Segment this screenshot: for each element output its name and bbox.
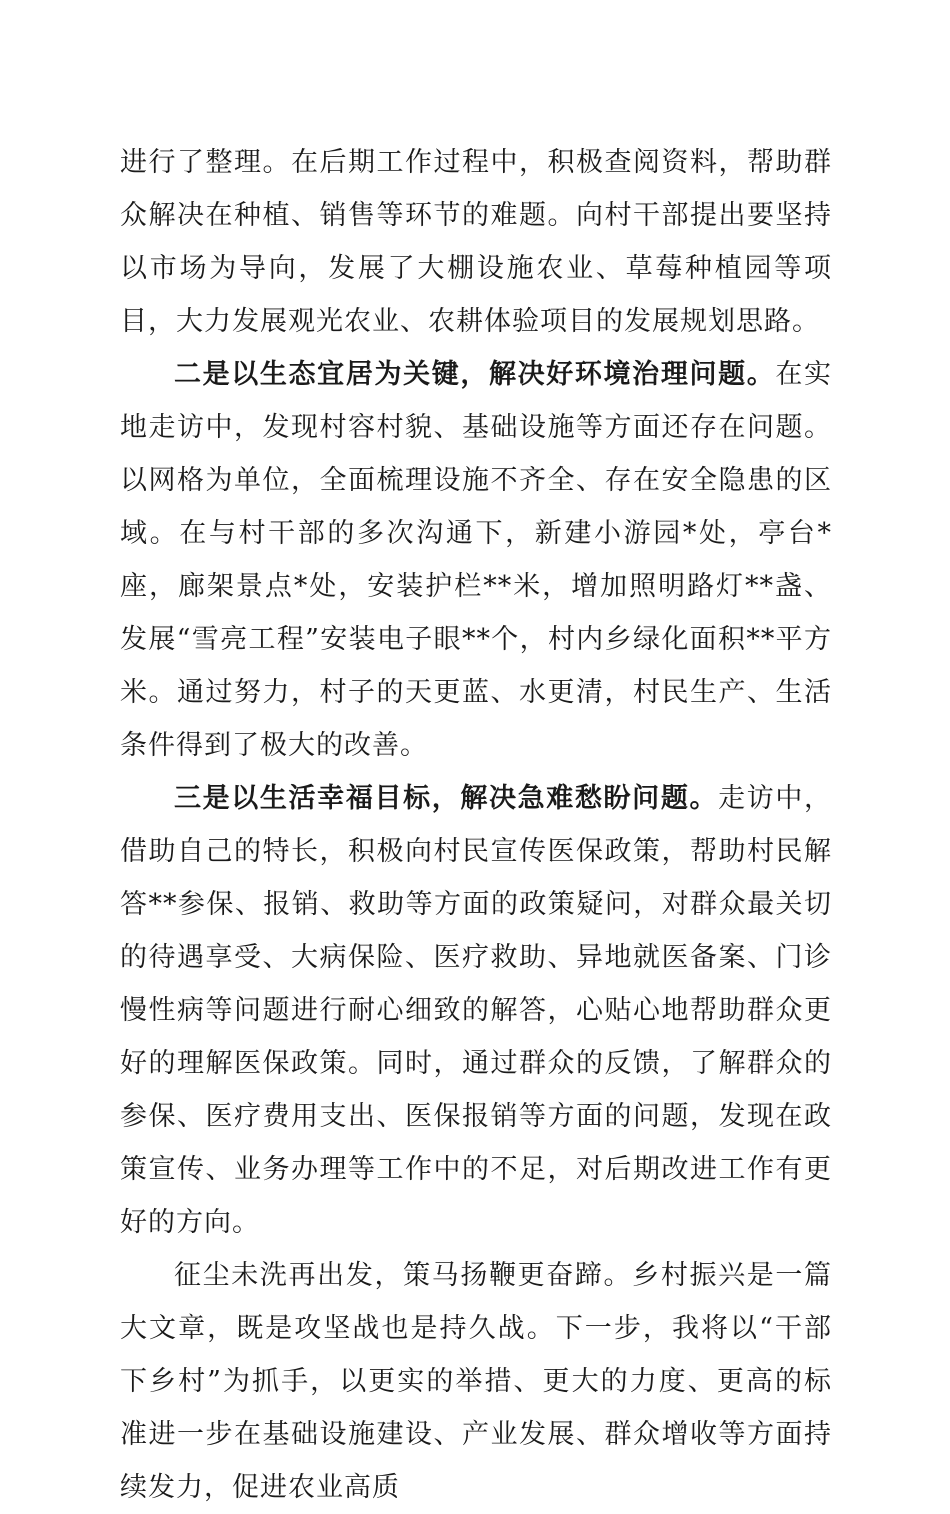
- paragraph-3-lead: 三是以生活幸福目标，解决急难愁盼问题。: [174, 783, 719, 814]
- paragraph-2: [120, 348, 832, 772]
- paragraph-4: [120, 1249, 832, 1514]
- paragraph-2-lead: 二是以生态宜居为关键，解决好环境治理问题。: [174, 359, 776, 390]
- paragraph-1-text: 进行了整理。在后期工作过程中，积极查阅资料，帮助群众解决在种植、销售等环节的难题。向村干部提出要坚持以市场为导向，发展了大棚设施农业、草莓种植园等项目，大力发展观光农业、农耕体验项目的发展规划思路。: [120, 147, 832, 337]
- document-body: [120, 136, 832, 1514]
- paragraph-3-text: 走访中，借助自己的特长，积极向村民宣传医保政策，帮助村民解答**参保、报销、救助等方面的政策疑问，对群众最关切的待遇享受、大病保险、医疗救助、异地就医备案、门诊慢性病等问题进行耐心细致的解答，心贴心地帮助群众更好的理解医保政策。同时，通过群众的反馈，了解群众的参保、医疗费用支出、医保报销等方面的问题，发现在政策宣传、业务办理等工作中的不足，对后期改进工作有更好的方向。: [120, 783, 833, 1238]
- paragraph-2-text: 在实地走访中，发现村容村貌、基础设施等方面还存在问题。以网格为单位，全面梳理设施不齐全、存在安全隐患的区域。在与村干部的多次沟通下，新建小游园*处，亭台*座，廊架景点*处，安装护栏**米，增加照明路灯**盏、发展“雪亮工程”安装电子眼**个，村内乡绿化面积**平方米。通过努力，村子的天更蓝、水更清，村民生产、生活条件得到了极大的改善。: [120, 359, 833, 761]
- paragraph-4-text: 征尘未洗再出发，策马扬鞭更奋蹄。乡村振兴是一篇大文章，既是攻坚战也是持久战。下一步，我将以“干部下乡村”为抓手，以更实的举措、更大的力度、更高的标准进一步在基础设施建设、产业发展、群众增收等方面持续发力，促进农业高质: [120, 1260, 832, 1503]
- paragraph-3: [120, 772, 832, 1249]
- paragraph-1: [120, 136, 832, 348]
